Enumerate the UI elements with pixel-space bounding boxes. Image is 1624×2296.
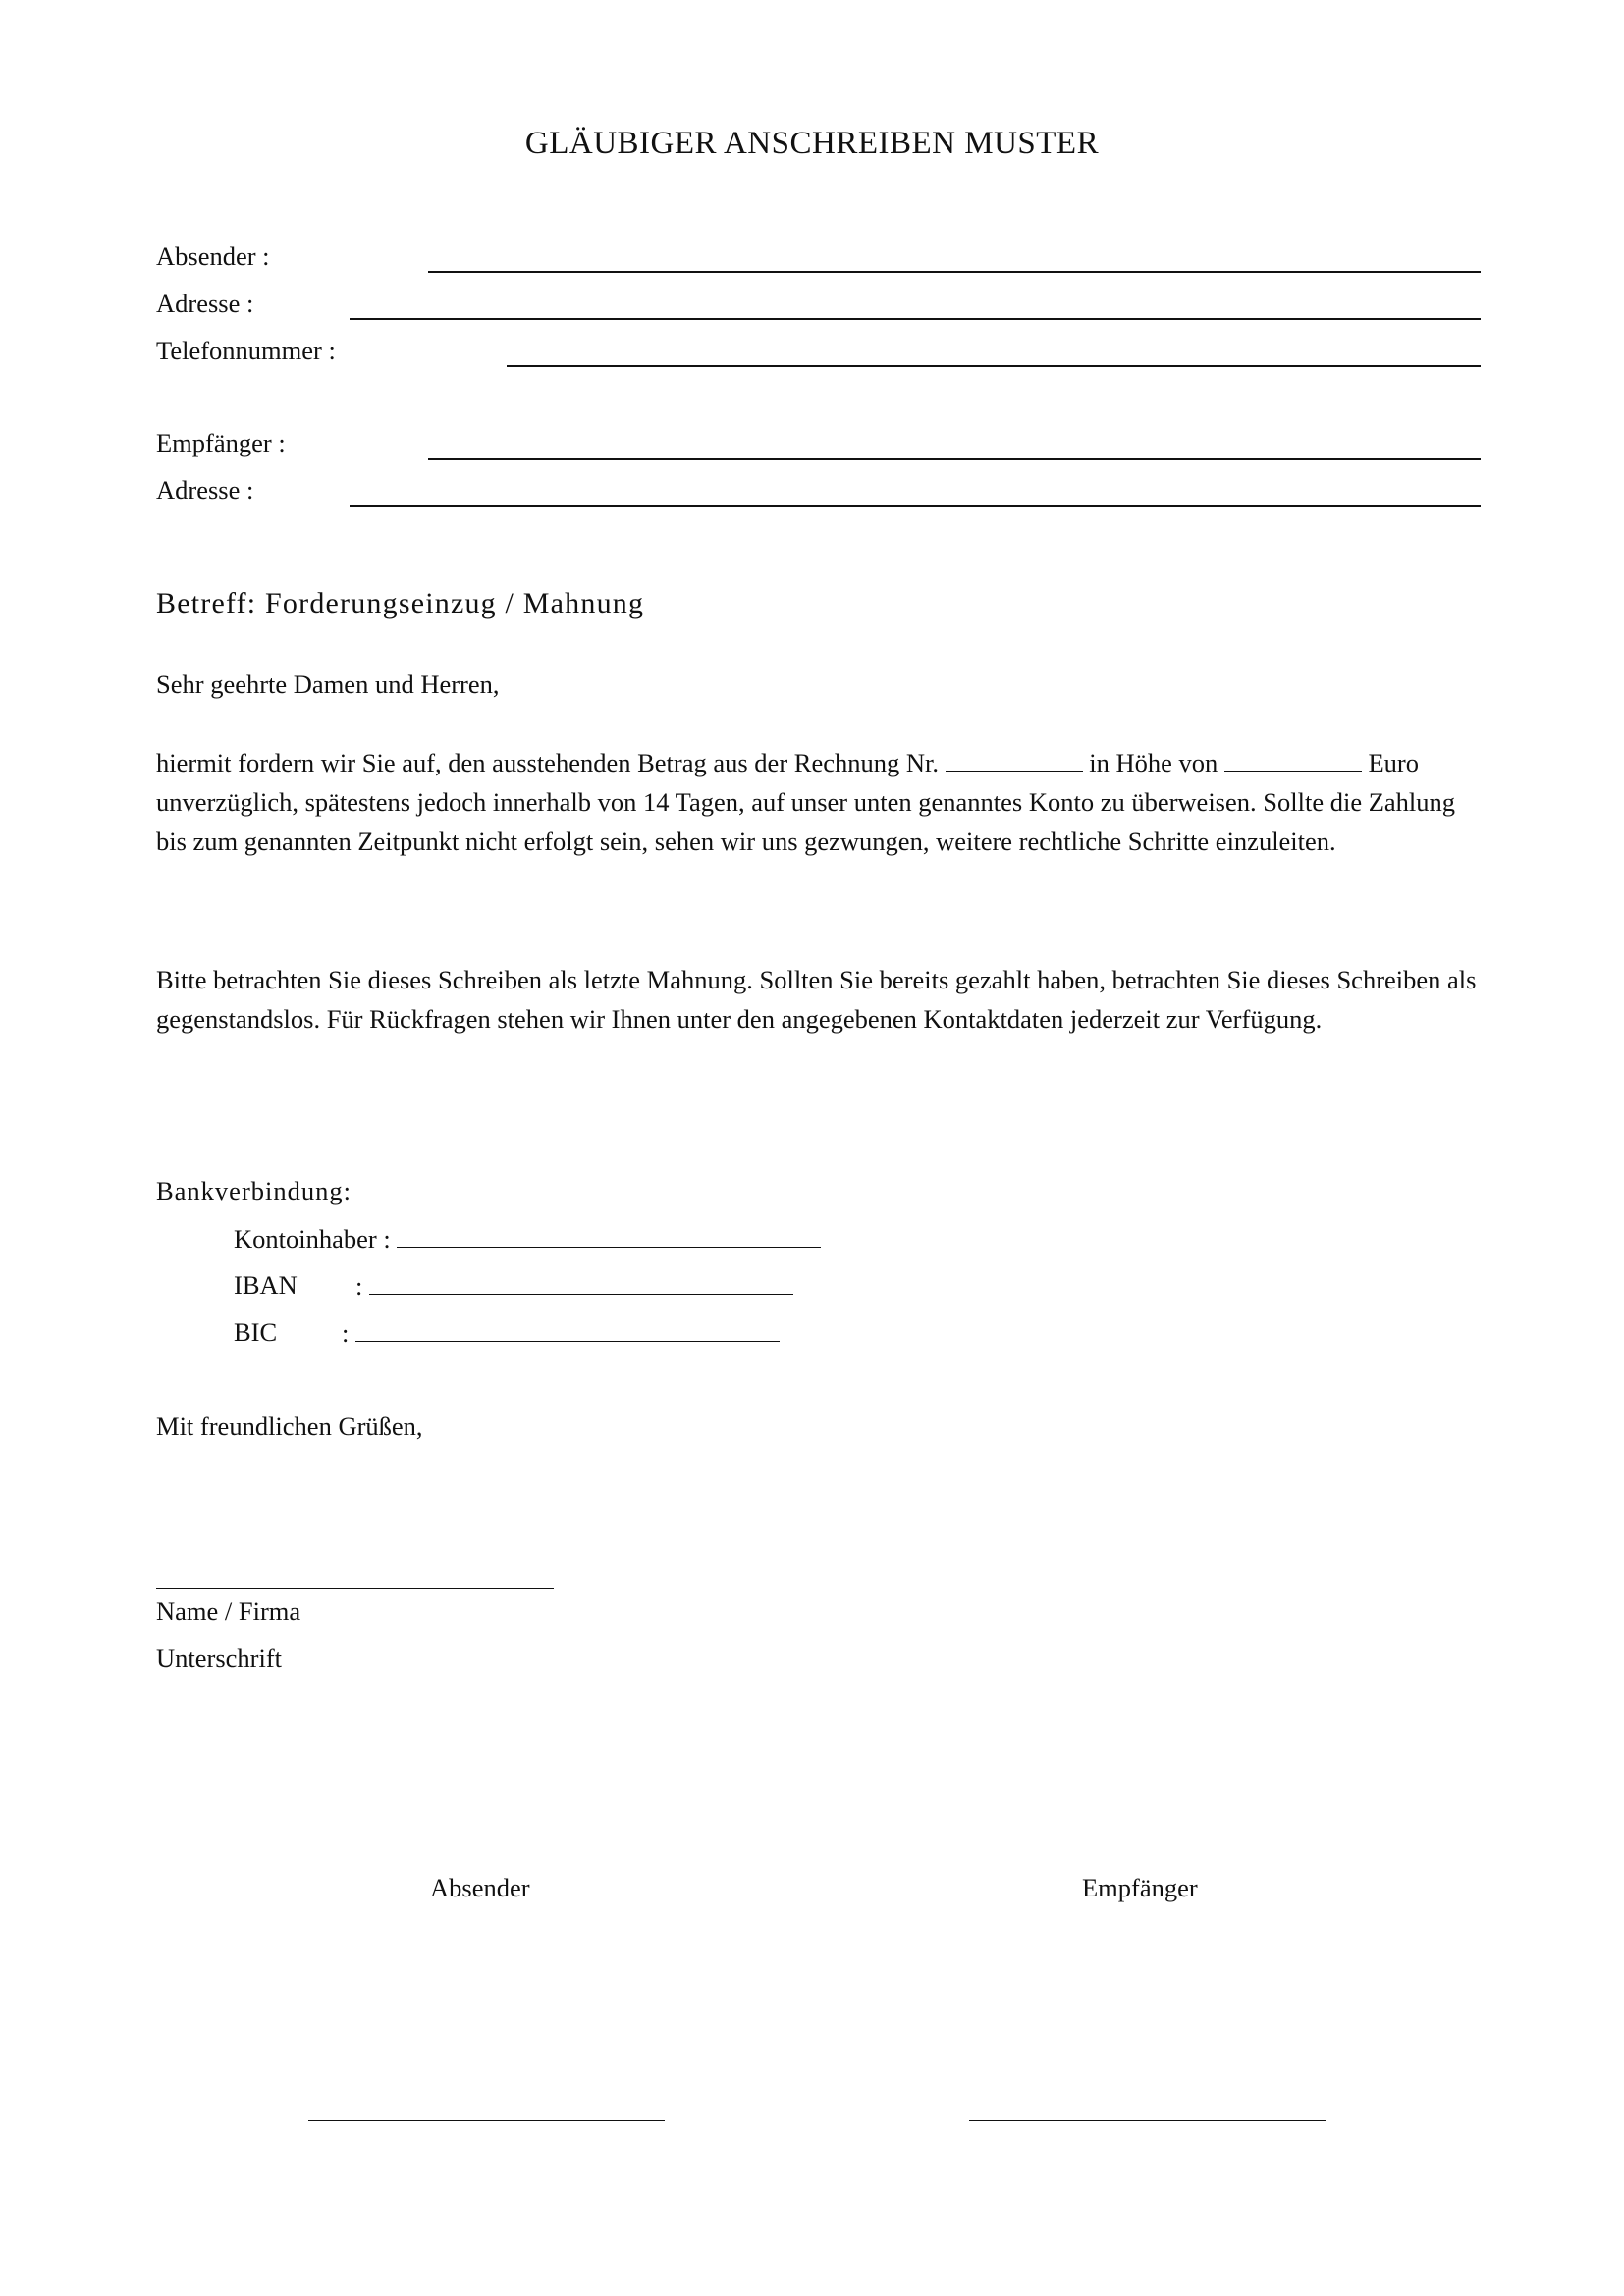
signature-left-label: Absender [430, 1873, 530, 1902]
recipient-name-field[interactable] [428, 458, 1481, 460]
signature-right-line[interactable] [969, 2120, 1326, 2121]
letter-paragraph-1 [156, 743, 1491, 861]
bank-holder-row [234, 1225, 821, 1253]
recipient-name-label: Empfänger : [156, 428, 286, 457]
bank-iban-row [355, 1272, 793, 1300]
sender-address-field[interactable] [350, 318, 1481, 320]
letter-subject: Betreff: Forderungseinzug / Mahnung [156, 587, 645, 619]
bank-bic-field[interactable] [355, 1319, 780, 1342]
bank-bic-row [342, 1319, 780, 1347]
bank-heading: Bankverbindung: [156, 1176, 352, 1205]
bank-iban-label: IBAN [234, 1270, 298, 1300]
sender-address-label: Adresse : [156, 289, 254, 318]
closing-signature-line[interactable] [156, 1588, 554, 1589]
letter-paragraph-2: Bitte betrachten Sie dieses Schreiben als letzte Mahnung. Sollten Sie bereits gezahlt haben, betrachten Sie dieses Schreiben als gegenstandslos. Für Rückfragen stehen wir Ihnen unter den angegebenen Kontaktdaten jederzeit zur Verfügung. [156, 965, 1477, 1034]
sender-name-field[interactable] [428, 271, 1481, 273]
paragraph-1-rest: unverzüglich, spätestens jedoch innerhalb von 14 Tagen, auf unser unten genanntes Konto zu überweisen. Sollte die Zahlung bis zum genannten Zeitpunkt nicht erfolgt sein, sehen wir uns gezwungen, weitere rechtliche Schritte einzuleiten. [156, 787, 1456, 856]
sender-name-label: Absender : [156, 241, 270, 271]
amount-blank[interactable] [1224, 751, 1362, 772]
bank-holder-field[interactable] [397, 1225, 821, 1248]
closing-name-label: Name / Firma [156, 1596, 301, 1626]
bank-iban-colon: : [355, 1271, 363, 1301]
signature-left-line[interactable] [308, 2120, 665, 2121]
invoice-number-blank[interactable] [946, 751, 1083, 772]
paragraph-1-euro: Euro [1368, 748, 1419, 777]
paragraph-1-mid: in Höhe von [1089, 748, 1218, 777]
sender-phone-label: Telefonnummer : [156, 336, 336, 365]
letter-salutation: Sehr geehrte Damen und Herren, [156, 669, 500, 699]
closing-signature-label: Unterschrift [156, 1643, 283, 1673]
closing-greeting: Mit freundlichen Grüßen, [156, 1412, 423, 1441]
bank-holder-label: Kontoinhaber : [234, 1224, 391, 1254]
signature-right-label: Empfänger [1082, 1873, 1198, 1902]
sender-phone-field[interactable] [507, 365, 1481, 367]
bank-bic-label: BIC [234, 1317, 278, 1347]
bank-bic-colon: : [342, 1318, 350, 1348]
recipient-address-label: Adresse : [156, 475, 254, 505]
document-title: GLÄUBIGER ANSCHREIBEN MUSTER [524, 126, 1100, 161]
recipient-address-field[interactable] [350, 505, 1481, 507]
bank-iban-field[interactable] [369, 1272, 793, 1295]
paragraph-1-start: hiermit fordern wir Sie auf, den ausstehenden Betrag aus der Rechnung Nr. [156, 748, 939, 777]
